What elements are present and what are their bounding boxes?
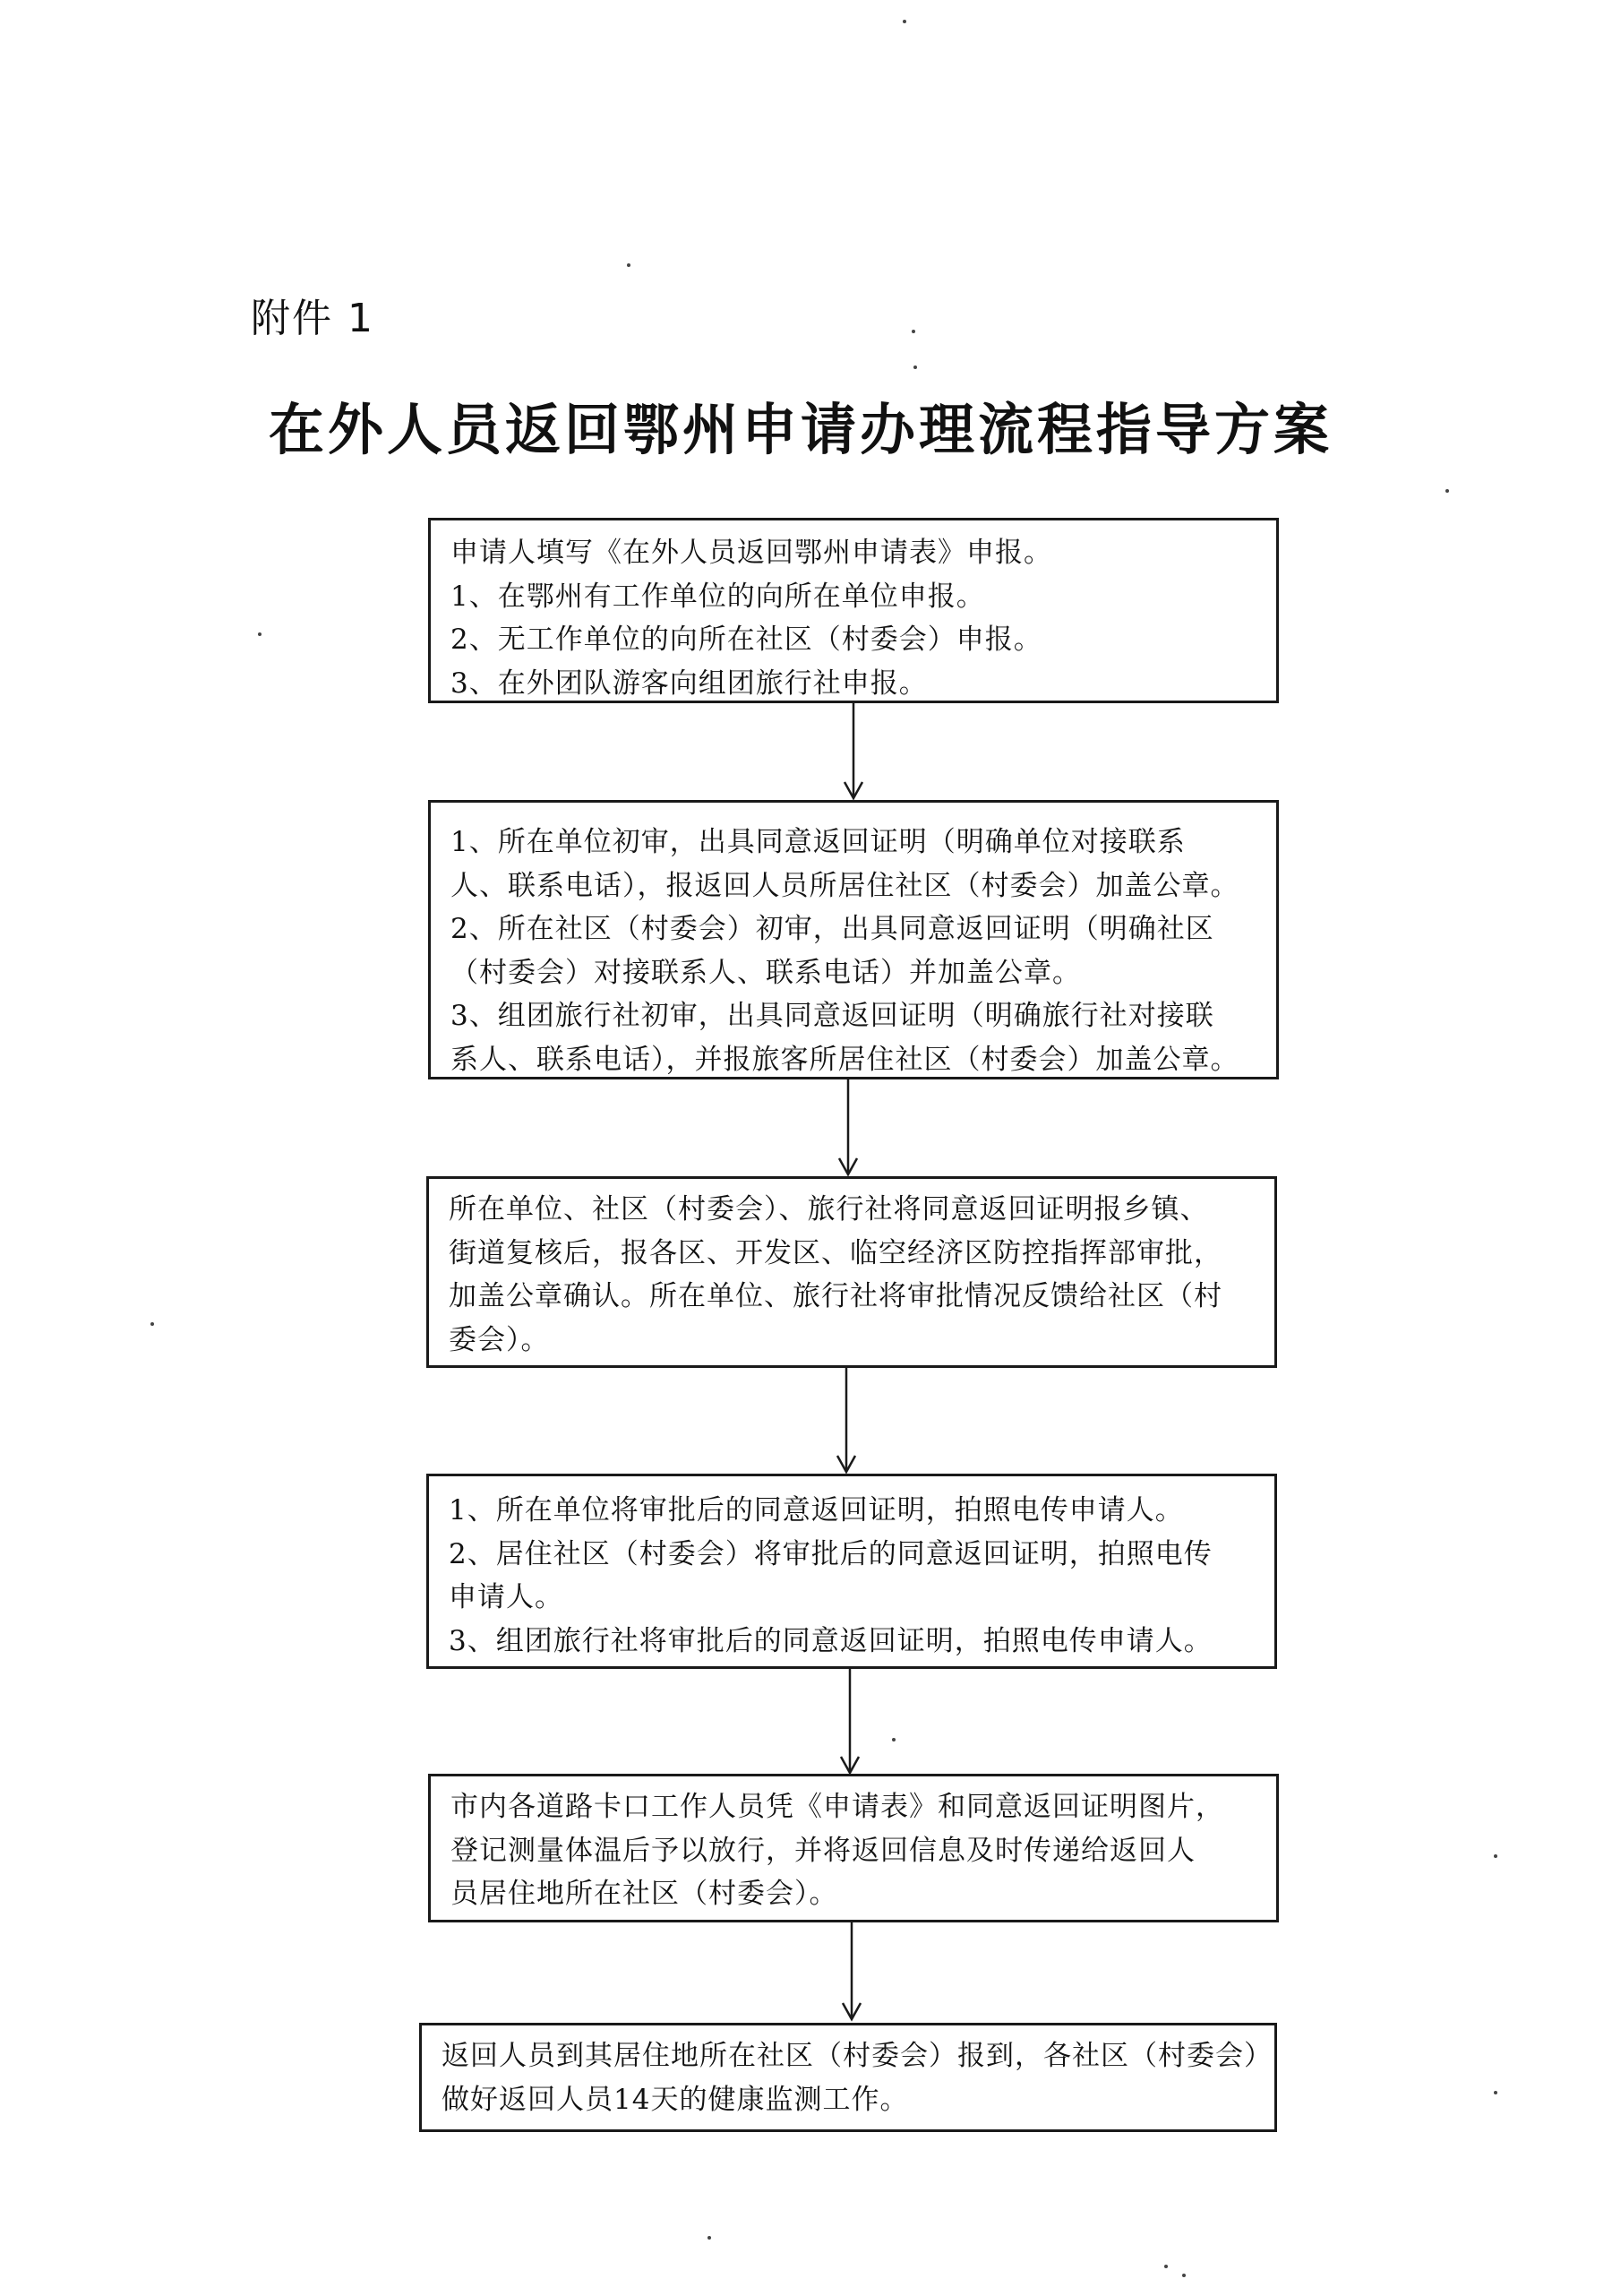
step-4-line-2: 2、居住社区（村委会）将审批后的同意返回证明，拍照电传 <box>449 1537 1213 1570</box>
flow-arrow-1 <box>842 703 865 802</box>
scan-speck <box>892 1738 896 1741</box>
scan-speck <box>1164 2265 1168 2268</box>
step-2-line-1: 1、所在单位初审，出具同意返回证明（明确单位对接联系 <box>450 826 1186 858</box>
flow-step-2 <box>428 800 1279 1079</box>
step-2-line-2: 人、联系电话），报返回人员所居住社区（村委会）加盖公章。 <box>450 869 1239 902</box>
step-6-line-2: 做好返回人员14天的健康监测工作。 <box>442 2083 909 2116</box>
step-6-line-1: 返回人员到其居住地所在社区（村委会）报到，各社区（村委会） <box>442 2040 1273 2072</box>
step-2-line-3: 2、所在社区（村委会）初审，出具同意返回证明（明确社区 <box>450 913 1214 945</box>
scan-speck <box>627 263 630 267</box>
document-title: 在外人员返回鄂州申请办理流程指导方案 <box>269 397 1333 462</box>
flow-step-3 <box>426 1176 1277 1368</box>
step-2-line-6: 系人、联系电话），并报旅客所居住社区（村委会）加盖公章。 <box>450 1043 1239 1076</box>
step-1-line-1: 申请人填写《在外人员返回鄂州申请表》申报。 <box>450 537 1052 569</box>
step-3-line-3: 加盖公章确认。所在单位、旅行社将审批情况反馈给社区（村 <box>449 1280 1222 1312</box>
scan-speck <box>903 20 906 23</box>
step-4-line-4: 3、组团旅行社将审批后的同意返回证明，拍照电传申请人。 <box>449 1624 1213 1657</box>
flow-arrow-5 <box>840 1922 863 2023</box>
step-2-line-4: （村委会）对接联系人、联系电话）并加盖公章。 <box>450 956 1081 989</box>
flow-arrow-2 <box>836 1079 860 1178</box>
step-5-line-1: 市内各道路卡口工作人员凭《申请表》和同意返回证明图片， <box>450 1791 1224 1823</box>
step-1-line-3: 2、无工作单位的向所在社区（村委会）申报。 <box>450 623 1042 656</box>
flow-step-1 <box>428 518 1279 703</box>
step-4-line-1: 1、所在单位将审批后的同意返回证明，拍照电传申请人。 <box>449 1494 1184 1526</box>
step-5-line-2: 登记测量体温后予以放行，并将返回信息及时传递给返回人 <box>450 1834 1196 1867</box>
step-1-line-2: 1、在鄂州有工作单位的向所在单位申报。 <box>450 580 985 613</box>
flow-step-4 <box>426 1474 1277 1669</box>
flow-arrow-4 <box>838 1669 862 1776</box>
scan-speck <box>258 632 262 636</box>
step-3-line-2: 街道复核后，报各区、开发区、临空经济区防控指挥部审批， <box>449 1236 1222 1269</box>
scan-speck <box>913 365 917 369</box>
flow-step-5 <box>428 1774 1279 1922</box>
scan-speck <box>1445 489 1449 493</box>
step-2-line-5: 3、组团旅行社初审，出具同意返回证明（明确旅行社对接联 <box>450 1000 1214 1032</box>
flow-arrow-3 <box>835 1368 858 1475</box>
attachment-label: 附件 1 <box>251 296 374 341</box>
step-5-line-3: 员居住地所在社区（村委会）。 <box>450 1878 838 1910</box>
scan-speck <box>1182 2274 1186 2277</box>
scan-speck <box>707 2236 711 2240</box>
scan-speck <box>912 330 915 333</box>
step-3-line-1: 所在单位、社区（村委会）、旅行社将同意返回证明报乡镇、 <box>449 1193 1209 1225</box>
scan-speck <box>150 1322 154 1326</box>
scan-speck <box>1494 2091 1497 2094</box>
scan-speck <box>1494 1854 1497 1858</box>
step-4-line-3: 申请人。 <box>449 1581 563 1613</box>
flow-step-6 <box>419 2023 1277 2132</box>
step-3-line-4: 委会）。 <box>449 1323 550 1356</box>
step-1-line-4: 3、在外团队游客向组团旅行社申报。 <box>450 666 928 700</box>
